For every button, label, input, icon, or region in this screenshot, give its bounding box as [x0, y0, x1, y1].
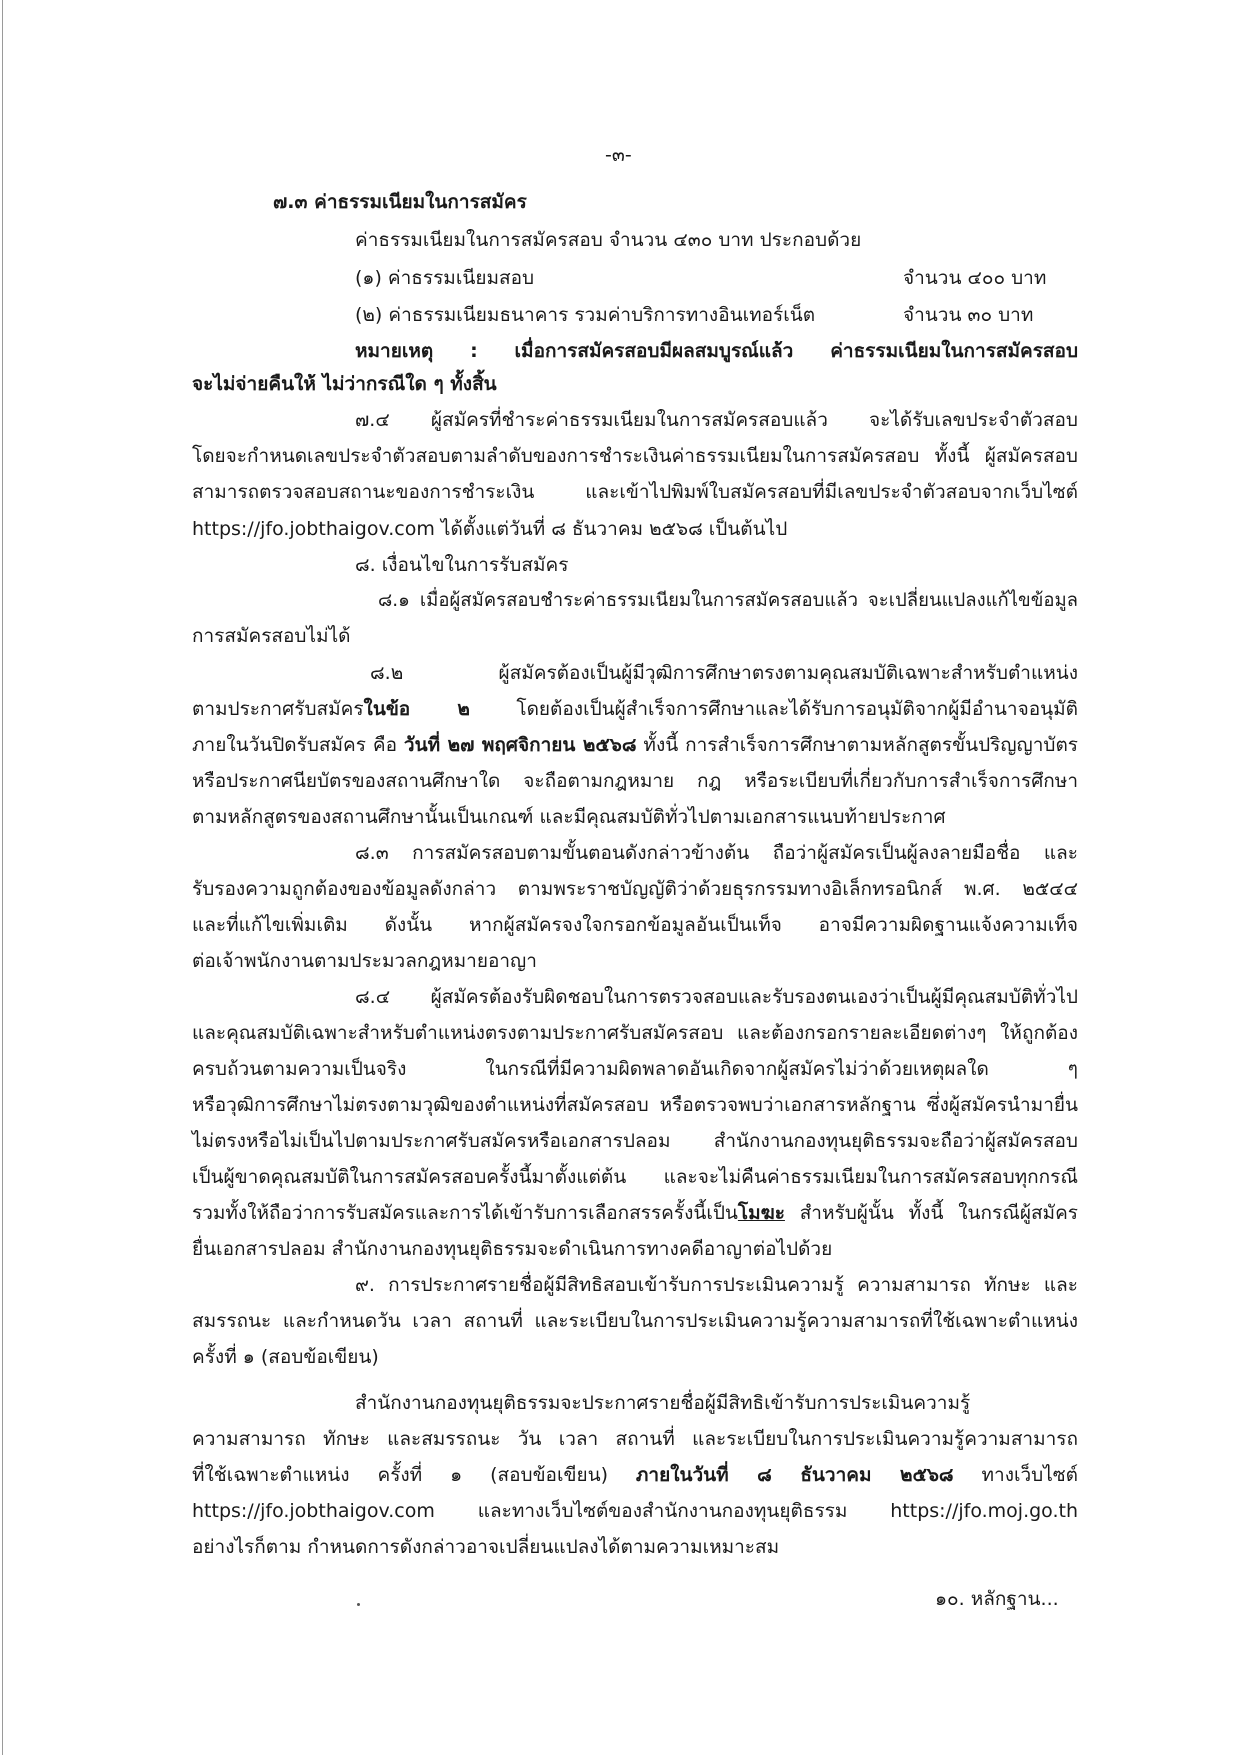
section-8-4-line-7 [192, 1198, 1078, 1228]
line-text: ภายในวันปิดรับสมัคร คือ [192, 734, 404, 756]
line-text: ที่ใช้เฉพาะตำแหน่ง ครั้งที่ ๑ (สอบข้อเขียน) [192, 1464, 636, 1486]
section-8-4-line-5: ไม่ตรงหรือไม่เป็นไปตามประกาศรับสมัครหรือเอกสารปลอม สำนักงานกองทุนยุติธรรมจะถือว่าผู้สมัครสอบ [192, 1130, 1078, 1152]
section-9-para-2-line-5: อย่างไรก็ตาม กำหนดการดังกล่าวอาจเปลี่ยนแปลงได้ตามความเหมาะสม [192, 1536, 780, 1558]
line-text: ทั้งนี้ การสำเร็จการศึกษาตามหลักสูตรขั้นปริญญาบัตร [636, 734, 1078, 756]
line-text: ตามประกาศรับสมัคร [192, 698, 364, 720]
section-9-line-2: สมรรถนะ และกำหนดวัน เวลา สถานที่ และระเบียบในการประเมินความรู้ความสามารถที่ใช้เฉพาะตำแหน่ง [192, 1310, 1078, 1332]
section-9-para-2-line-3 [192, 1460, 1078, 1490]
section-7-4-line-3: สามารถตรวจสอบสถานะของการชำระเงิน และเข้าไปพิมพ์ใบสมัครสอบที่มีเลขประจำตัวสอบจากเว็บไซต์ [192, 481, 1078, 503]
section-8-4-line-3: ครบถ้วนตามความเป็นจริง ในกรณีที่มีความผิดพลาดอันเกิดจากผู้สมัครไม่ว่าด้วยเหตุผลใด ๆ [192, 1058, 1078, 1080]
section-8-4-line-6: เป็นผู้ขาดคุณสมบัติในการสมัครสอบครั้งนี้มาตั้งแต่ต้น และจะไม่คืนค่าธรรมเนียมในการสมัครสอบทุกกรณี [192, 1166, 1078, 1188]
scan-speck [357, 1603, 360, 1606]
void-term: โมฆะ [737, 1202, 785, 1224]
section-8-1-line-2: การสมัครสอบไม่ได้ [192, 625, 351, 647]
section-9-para-2-line-1: สำนักงานกองทุนยุติธรรมจะประกาศรายชื่อผู้มีสิทธิเข้ารับการประเมินความรู้ [355, 1392, 971, 1414]
section-8-3-line-2: รับรองความถูกต้องของข้อมูลดังกล่าว ตามพระราชบัญญัติว่าด้วยธุรกรรมทางอิเล็กทรอนิกส์ พ.ศ. ๒๕๔๔ [192, 878, 1078, 900]
section-8-1-line-1: ๘.๑ เมื่อผู้สมัครสอบชำระค่าธรรมเนียมในการสมัครสอบแล้ว จะเปลี่ยนแปลงแก้ไขข้อมูล [378, 590, 1078, 611]
section-8-2-line-2 [192, 694, 1078, 724]
section-8-4-line-2: และคุณสมบัติเฉพาะสำหรับตำแหน่งตรงตามประกาศรับสมัครสอบ และต้องกรอกรายละเอียดต่างๆ ให้ถูกต้อง [192, 1022, 1078, 1044]
section-8-3-line-1: ๘.๓ การสมัครสอบตามขั้นตอนดังกล่าวข้างต้น ถือว่าผู้สมัครเป็นผู้ลงลายมือชื่อ และ [355, 842, 1078, 864]
section-8-2-line-3 [192, 730, 1078, 760]
line-text: โดยต้องเป็นผู้สำเร็จการศึกษาและได้รับการอนุมัติจากผู้มีอำนาจอนุมัติ [469, 698, 1078, 720]
page-number: -๓- [605, 144, 632, 166]
section-9-line-3: ครั้งที่ ๑ (สอบข้อเขียน) [192, 1346, 379, 1368]
section-8-3-line-3: และที่แก้ไขเพิ่มเติม ดังนั้น หากผู้สมัครจงใจกรอกข้อมูลอันเป็นเท็จ อาจมีความผิดฐานแจ้งความเท็จ [192, 914, 1078, 936]
section-7-3-heading: ๗.๓ ค่าธรรมเนียมในการสมัคร [273, 191, 527, 213]
next-page-reference: ๑๐. หลักฐาน... [935, 1588, 1059, 1610]
section-8-4-line-1: ๘.๔ ผู้สมัครต้องรับผิดชอบในการตรวจสอบและรับรองตนเองว่าเป็นผู้มีคุณสมบัติทั่วไป [355, 986, 1078, 1008]
section-8-4-line-8: ยื่นเอกสารปลอม สำนักงานกองทุนยุติธรรมจะดำเนินการทางคดีอาญาต่อไปด้วย [192, 1238, 833, 1260]
section-9-para-2-line-2: ความสามารถ ทักษะ และสมรรถนะ วัน เวลา สถานที่ และระเบียบในการประเมินความรู้ความสามารถ [192, 1428, 1078, 1450]
section-8-2-line-4: หรือประกาศนียบัตรของสถานศึกษาใด จะถือตามกฎหมาย กฎ หรือระเบียบที่เกี่ยวกับการสำเร็จการศึกษา [192, 770, 1078, 792]
closing-date: วันที่ ๒๗ พฤศจิกายน ๒๕๖๘ [403, 734, 637, 756]
fee-note-line-1: หมายเหตุ : เมื่อการสมัครสอบมีผลสมบูรณ์แล้ว ค่าธรรมเนียมในการสมัครสอบ [355, 340, 1078, 362]
line-text: สำหรับผู้นั้น ทั้งนี้ ในกรณีผู้สมัคร [784, 1202, 1078, 1224]
section-9-para-2-line-4: https://jfo.jobthaigov.com และทางเว็บไซต์ของสำนักงานกองทุนยุติธรรม https://jfo.moj.go.th [192, 1500, 1078, 1522]
fee-item-1-amount: จำนวน ๔๐๐ บาท [903, 267, 1047, 289]
fee-intro: ค่าธรรมเนียมในการสมัครสอบ จำนวน ๔๓๐ บาท ประกอบด้วย [355, 229, 862, 251]
section-8-3-line-4: ต่อเจ้าพนักงานตามประมวลกฎหมายอาญา [192, 950, 537, 972]
fee-note-line-2: จะไม่จ่ายคืนให้ ไม่ว่ากรณีใด ๆ ทั้งสิ้น [192, 373, 497, 395]
section-8-2-line-1: ๘.๒ ผู้สมัครต้องเป็นผู้มีวุฒิการศึกษาตรงตามคุณสมบัติเฉพาะสำหรับตำแหน่ง [370, 662, 1078, 684]
section-7-4-line-2: โดยจะกำหนดเลขประจำตัวสอบตามลำดับของการชำระเงินค่าธรรมเนียมในการสมัครสอบ ทั้งนี้ ผู้สมัครสอบ [192, 445, 1078, 467]
section-7-4-line-1: ๗.๔ ผู้สมัครที่ชำระค่าธรรมเนียมในการสมัครสอบแล้ว จะได้รับเลขประจำตัวสอบ [355, 409, 1078, 431]
line-text: รวมทั้งให้ถือว่าการรับสมัครและการได้เข้ารับการเลือกสรรครั้งนี้เป็น [192, 1202, 738, 1224]
section-8-heading: ๘. เงื่อนไขในการรับสมัคร [355, 554, 569, 576]
section-9-line-1: ๙. การประกาศรายชื่อผู้มีสิทธิสอบเข้ารับการประเมินความรู้ ความสามารถ ทักษะ และ [355, 1274, 1078, 1296]
section-7-4-line-4: https://jfo.jobthaigov.com ได้ตั้งแต่วันที่ ๘ ธันวาคม ๒๕๖๘ เป็นต้นไป [192, 518, 788, 540]
scan-edge [2, 0, 3, 1755]
fee-item-2-amount: จำนวน ๓๐ บาท [903, 304, 1034, 326]
announcement-date: ภายในวันที่ ๘ ธันวาคม ๒๕๖๘ [635, 1464, 954, 1486]
fee-item-1-label: (๑) ค่าธรรมเนียมสอบ [355, 267, 535, 289]
section-8-2-line-5: ตามหลักสูตรของสถานศึกษานั้นเป็นเกณฑ์ และมีคุณสมบัติทั่วไปตามเอกสารแนบท้ายประกาศ [192, 806, 946, 828]
fee-item-2-label: (๒) ค่าธรรมเนียมธนาคาร รวมค่าบริการทางอินเทอร์เน็ต [355, 304, 816, 326]
line-text: ทางเว็บไซต์ [953, 1464, 1078, 1486]
clause-reference: ในข้อ ๒ [363, 698, 470, 720]
section-8-4-line-4: หรือวุฒิการศึกษาไม่ตรงตามวุฒิของตำแหน่งที่สมัครสอบ หรือตรวจพบว่าเอกสารหลักฐาน ซึ่งผู้สมัครนำมายื่น [192, 1094, 1078, 1116]
